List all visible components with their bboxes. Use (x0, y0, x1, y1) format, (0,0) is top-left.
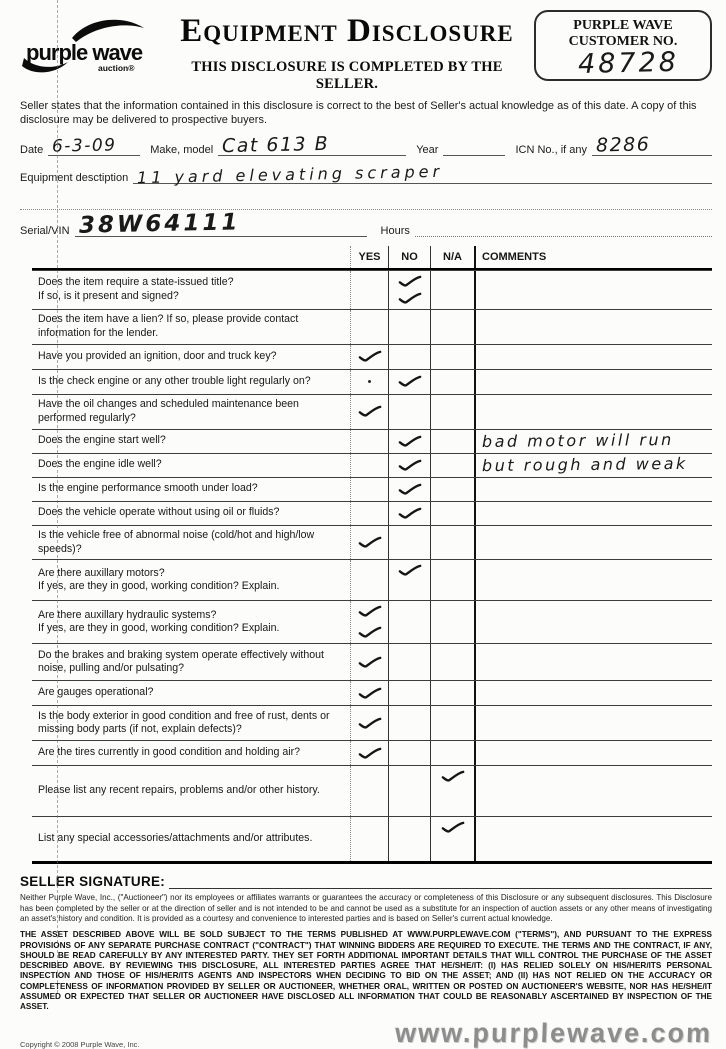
checkmark-icon (398, 564, 422, 577)
form-footer (20, 1018, 712, 1049)
page-title: Equipment Disclosure (180, 13, 514, 49)
question-text: Does the engine idle well? (38, 458, 162, 471)
question-text: Are gauges operational? (38, 686, 154, 699)
year-field (443, 137, 505, 156)
na-cell (430, 741, 474, 765)
checkmark-icon (398, 483, 422, 496)
no-cell (388, 502, 430, 525)
no-cell (388, 706, 430, 740)
checkmark-icon (358, 350, 382, 363)
hours-label: Hours (380, 225, 410, 238)
date-field (48, 137, 140, 156)
checkmark-icon (358, 536, 382, 549)
no-cell (388, 817, 430, 861)
na-cell (430, 271, 474, 309)
table-row (32, 270, 712, 309)
yes-cell (350, 601, 388, 643)
table-row (32, 477, 712, 501)
date-label: Date (20, 144, 44, 157)
yes-cell (350, 706, 388, 740)
description-value: 11 yard elevating scraper (137, 162, 444, 188)
comments-cell (474, 741, 712, 765)
no-cell (388, 526, 430, 560)
question-text: Is the body exterior in good condition and free of rust, dents or missing body parts (if not, explain defects)? (38, 709, 330, 736)
question-text: Are the tires currently in good condition and holding air? (38, 746, 301, 759)
checkmark-icon (358, 605, 382, 618)
copyright-text: Copyright © 2008 Purple Wave, Inc. (20, 1040, 140, 1049)
comments-cell (474, 706, 712, 740)
question-text: Are there auxillary motors? If yes, are they in good, working condition? Explain. (38, 566, 280, 593)
column-header-comments: COMMENTS (474, 246, 712, 268)
checkmark-icon (398, 375, 422, 388)
seller-statement: Seller states that the information contained in this disclosure is correct to the best of Seller's actual knowledge as of this date. A copy of this disclosure may be delivered to prospective buyers. (20, 99, 697, 126)
page-subtitle: THIS DISCLOSURE IS COMPLETED BY THE SELLER. (191, 58, 503, 92)
comments-cell (474, 271, 712, 309)
table-header-row (32, 246, 712, 270)
field-row-1 (20, 133, 712, 158)
yes-cell (350, 681, 388, 705)
column-header-no: NO (388, 246, 430, 268)
question-text: Are there auxillary hydraulic systems? If yes, are they in good, working condition? Explain. (38, 608, 280, 635)
checkmark-icon (358, 405, 382, 418)
purple-wave-logo (20, 16, 168, 88)
table-row (32, 600, 712, 643)
no-cell (388, 478, 430, 501)
customer-number-value: 48728 (577, 47, 679, 81)
customer-box-label-2: CUSTOMER NO. (568, 34, 678, 50)
no-cell (388, 395, 430, 429)
na-cell (430, 370, 474, 394)
seller-signature-row (20, 874, 712, 889)
yes-cell (350, 526, 388, 560)
table-row (32, 429, 712, 453)
comments-cell (474, 560, 712, 600)
na-cell (430, 681, 474, 705)
hours-field (415, 218, 712, 237)
na-cell (430, 478, 474, 501)
website-watermark: www.purplewave.com (394, 1018, 713, 1049)
comments-cell (474, 370, 712, 394)
yes-cell (350, 271, 388, 309)
no-cell (388, 766, 430, 816)
checkmark-icon (441, 821, 465, 834)
na-cell (430, 706, 474, 740)
comments-cell (474, 454, 712, 477)
comments-cell (474, 345, 712, 369)
table-row (32, 705, 712, 740)
table-row (32, 680, 712, 705)
comments-cell (474, 502, 712, 525)
question-text: Do the brakes and braking system operate effectively without noise, pulling and/or pulsating? (38, 648, 324, 675)
yes-cell (350, 478, 388, 501)
yes-cell (350, 454, 388, 477)
table-row (32, 309, 712, 344)
yes-cell (350, 766, 388, 816)
checkmark-icon (398, 507, 422, 520)
comments-cell (474, 526, 712, 560)
checkmark-icon (398, 459, 422, 472)
table-row (32, 344, 712, 369)
table-row (32, 394, 712, 429)
no-cell (388, 681, 430, 705)
yes-cell (350, 560, 388, 600)
table-row (32, 765, 712, 816)
question-text: Is the engine performance smooth under load? (38, 482, 258, 495)
yes-cell (350, 310, 388, 344)
na-cell (430, 560, 474, 600)
yes-cell (350, 502, 388, 525)
serial-vin-label: Serial/VIN (20, 225, 70, 238)
column-header-yes: YES (350, 246, 388, 268)
na-cell (430, 430, 474, 453)
question-text: Does the vehicle operate without using oil or fluids? (38, 506, 280, 519)
comments-cell (474, 430, 712, 453)
no-cell (388, 741, 430, 765)
checkmark-icon (358, 687, 382, 700)
legal-paragraph-2: THE ASSET DESCRIBED ABOVE WILL BE SOLD SUBJECT TO THE TERMS PUBLISHED AT WWW.PURPLEWAVE.COM ("TERMS"), AND PURSUANT TO THE EXPRESS PROVISIONS OF ANY SEPARATE PURCHASE CONTRACT ("CONTRACT") THAT WINNING BIDDERS ARE REQUIRED TO EXECUTE. THE TERMS AND THE CONTRACT, IF ANY, SHOULD BE READ CAREFULLY BY ANY INTERESTED PARTY. THEY SET FORTH ADDITIONAL IMPORTANT DETAILS THAT WILL CONTROL THE PURCHASE OF THE ASSET DESCRIBED ABOVE. BY REVIEWING THIS DISCLOSURE, ALL INTERESTED PARTIES AGREE THAT HE/SHE/IT: (I) HAS RELIED SOLELY ON HIS/HER/ITS PERSONAL INSPECTION AND THOSE OF HIS/HER/ITS AGENTS AND INSPECTORS WHEN DECIDING TO BID ON THE ASSET; AND (II) HAS NOT RELIED ON THE ACCURACY OR COMPLETENESS OF INFORMATION PROVIDED BY SELLER OR AUCTIONEER, WHETHER ORAL, WRITTEN OR POSTED ON AUCTIONEER'S WEBSITE, NOR HAS HE/SHE/IT ASSUMED OR EXPECTED THAT SELLER OR AUCTIONEER HAVE DISCLOSED ALL INFORMATION THAT COULD BE REASONABLY ASCERTAINED BY INSPECTION OF THE ASSET. (20, 930, 712, 1012)
checkmark-icon (358, 656, 382, 669)
comment-handwriting: bad motor will run (481, 430, 674, 452)
comments-cell (474, 310, 712, 344)
comments-cell (474, 817, 712, 861)
na-cell (430, 766, 474, 816)
serial-vin-field (75, 209, 367, 239)
question-text: Is the vehicle free of abnormal noise (cold/hot and high/low speeds)? (38, 528, 315, 555)
description-field (133, 162, 712, 188)
na-cell (430, 601, 474, 643)
field-row-2 (20, 162, 712, 188)
question-text: List any special accessories/attachments and/or attributes. (38, 832, 313, 845)
pen-dot (368, 380, 371, 383)
questions-body (32, 270, 712, 861)
column-header-na: N/A (430, 246, 474, 268)
na-cell (430, 817, 474, 861)
seller-signature-line (169, 874, 712, 889)
checkmark-icon (398, 275, 422, 288)
comments-cell (474, 601, 712, 643)
comments-cell (474, 644, 712, 680)
make-model-label: Make, model (150, 144, 214, 157)
comments-cell (474, 766, 712, 816)
na-cell (430, 526, 474, 560)
question-text: Does the item have a lien? If so, please provide contact information for the lender. (38, 313, 299, 339)
question-text: Does the item require a state-issued title? If so, is it present and signed? (38, 276, 234, 303)
table-row (32, 643, 712, 680)
no-cell (388, 430, 430, 453)
question-text: Is the check engine or any other trouble light regularly on? (38, 374, 311, 387)
description-label: Equipment desctiption (20, 172, 129, 185)
table-row (32, 525, 712, 560)
na-cell (430, 502, 474, 525)
na-cell (430, 454, 474, 477)
question-text: Have you provided an ignition, door and truck key? (38, 349, 277, 362)
checkmark-icon (358, 626, 382, 639)
no-cell (388, 345, 430, 369)
comment-handwriting: but rough and weak (481, 454, 688, 476)
yes-cell (350, 741, 388, 765)
na-cell (430, 310, 474, 344)
question-text: Does the engine start well? (38, 434, 166, 447)
no-cell (388, 310, 430, 344)
no-cell (388, 560, 430, 600)
no-cell (388, 271, 430, 309)
yes-cell (350, 430, 388, 453)
icn-label: ICN No., if any (515, 144, 587, 157)
make-model-field (218, 133, 406, 158)
na-cell (430, 395, 474, 429)
no-cell (388, 370, 430, 394)
date-value: 6-3-09 (52, 135, 117, 157)
question-text: Have the oil changes and scheduled maintenance been performed regularly? (38, 398, 299, 424)
na-cell (430, 345, 474, 369)
no-cell (388, 601, 430, 643)
year-label: Year (416, 144, 439, 157)
comments-cell (474, 478, 712, 501)
make-model-value: Cat 613 B (222, 133, 330, 158)
serial-vin-value: 38W64111 (78, 209, 241, 239)
disclosure-table (32, 246, 712, 864)
na-cell (430, 644, 474, 680)
table-row (32, 453, 712, 477)
comments-cell (474, 395, 712, 429)
table-row (32, 501, 712, 525)
legal-paragraph-1: Neither Purple Wave, Inc., ("Auctioneer") nor its employees or affiliates warrants or guarantees the accuracy or completeness of this Disclosure or any subsequent disclosures. This Disclosure has been completed by the seller or at the direction of seller and is not intended to be and cannot be used as a substitute for an inspection of auction assets or any other means of investigating an asset's history and condition. It is provided as a courtesy and convenience to interested parties and is based on Seller's current actual knowledge. (20, 893, 712, 924)
table-row (32, 740, 712, 765)
field-row-3 (20, 209, 712, 239)
checkmark-icon (441, 770, 465, 783)
yes-cell (350, 644, 388, 680)
customer-box-label-1: PURPLE WAVE (573, 18, 673, 33)
table-row (32, 559, 712, 600)
yes-cell (350, 370, 388, 394)
checkmark-icon (358, 747, 382, 760)
yes-cell (350, 345, 388, 369)
checkmark-icon (358, 717, 382, 730)
no-cell (388, 454, 430, 477)
table-row (32, 369, 712, 394)
logo-text: purple wave (26, 40, 143, 65)
checkmark-icon (398, 292, 422, 305)
yes-cell (350, 817, 388, 861)
description-line-2 (20, 193, 712, 210)
table-row (32, 816, 712, 861)
icn-value: 8286 (595, 133, 651, 157)
question-text: Please list any recent repairs, problems and/or other history. (38, 784, 320, 797)
form-header (20, 8, 712, 93)
customer-number-box (534, 10, 712, 81)
comments-cell (474, 681, 712, 705)
icn-field (592, 133, 712, 157)
checkmark-icon (398, 435, 422, 448)
logo-subtext: auction® (98, 63, 135, 73)
yes-cell (350, 395, 388, 429)
no-cell (388, 644, 430, 680)
seller-signature-label: SELLER SIGNATURE: (20, 874, 166, 890)
